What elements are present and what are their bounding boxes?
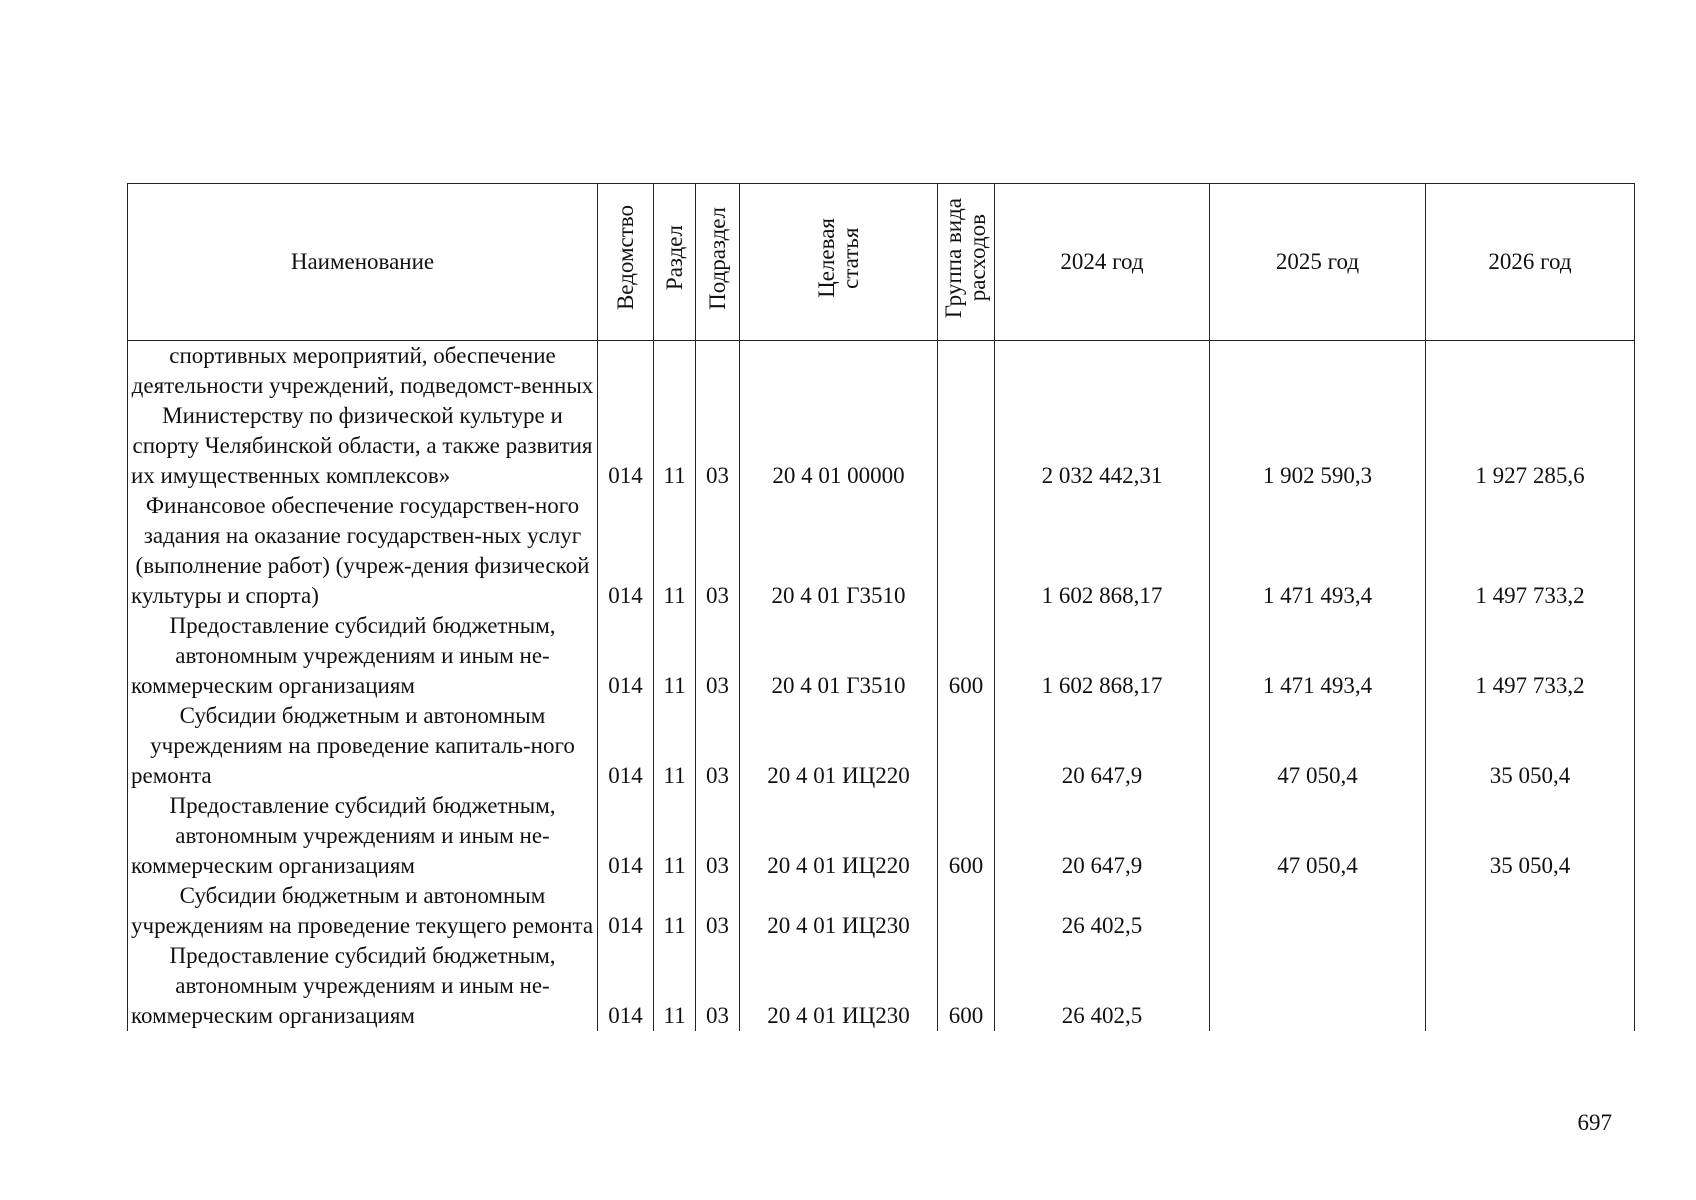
table-row: [128, 341, 1635, 492]
table-row: [128, 701, 1635, 791]
header-target-label: [815, 218, 863, 298]
row-2024: 1 602 868,17: [995, 491, 1210, 611]
row-expense: [938, 701, 995, 791]
header-subsection-label: Подраздел: [704, 206, 730, 310]
row-name: Субсидии бюджетным и автономным учреждениям на проведение текущего ремонта: [128, 881, 598, 941]
row-subsection: 03: [696, 491, 740, 611]
row-name: Предоставление субсидий бюджетным, автономным учреждениям и иным не-коммерческим организациям: [128, 791, 598, 881]
header-expense-line2: расходов: [965, 214, 990, 302]
header-target: [740, 184, 938, 341]
row-2026: 1 497 733,2: [1426, 491, 1635, 611]
row-target: 20 4 01 ИЦ220: [740, 791, 938, 881]
row-department: 014: [598, 941, 654, 1031]
row-subsection: 03: [696, 611, 740, 701]
row-department: 014: [598, 611, 654, 701]
row-target: 20 4 01 ИЦ220: [740, 701, 938, 791]
header-year-2024-label: 2024 год: [1060, 249, 1144, 274]
table-row: [128, 491, 1635, 611]
table-row: [128, 791, 1635, 881]
row-target: 20 4 01 ИЦ230: [740, 941, 938, 1031]
row-subsection: 03: [696, 941, 740, 1031]
row-target: 20 4 01 ИЦ230: [740, 881, 938, 941]
header-year-2026: [1426, 184, 1635, 341]
row-2025: 47 050,4: [1210, 701, 1426, 791]
header-section-label: Раздел: [661, 225, 687, 291]
row-subsection: 03: [696, 791, 740, 881]
table-row: [128, 941, 1635, 1031]
budget-table: [127, 183, 1635, 1031]
row-2025: [1210, 881, 1426, 941]
row-section: 11: [654, 701, 696, 791]
row-name: Субсидии бюджетным и автономным учреждениям на проведение капиталь-ного ремонта: [128, 701, 598, 791]
row-expense: 600: [938, 941, 995, 1031]
header-name-label: Наименование: [290, 249, 435, 274]
row-2025: 47 050,4: [1210, 791, 1426, 881]
row-2025: 1 471 493,4: [1210, 611, 1426, 701]
row-expense: 600: [938, 791, 995, 881]
row-target: 20 4 01 Г3510: [740, 491, 938, 611]
row-2025: 1 902 590,3: [1210, 341, 1426, 492]
row-2024: 20 647,9: [995, 791, 1210, 881]
table-header-row: [128, 184, 1635, 341]
row-department: 014: [598, 701, 654, 791]
row-department: 014: [598, 791, 654, 881]
row-2026: [1426, 881, 1635, 941]
row-2024: 26 402,5: [995, 881, 1210, 941]
header-year-2024: [995, 184, 1210, 341]
header-department: [598, 184, 654, 341]
row-target: 20 4 01 Г3510: [740, 611, 938, 701]
row-2026: 35 050,4: [1426, 701, 1635, 791]
header-year-2026-label: 2026 год: [1488, 249, 1572, 274]
row-subsection: 03: [696, 341, 740, 492]
row-2026: 1 497 733,2: [1426, 611, 1635, 701]
row-section: 11: [654, 881, 696, 941]
row-2025: 1 471 493,4: [1210, 491, 1426, 611]
row-section: 11: [654, 491, 696, 611]
table-row: [128, 611, 1635, 701]
row-section: 11: [654, 941, 696, 1031]
page-number: 697: [1577, 1110, 1612, 1135]
row-section: 11: [654, 341, 696, 492]
row-expense: [938, 881, 995, 941]
header-section: [654, 184, 696, 341]
header-expense: [938, 184, 995, 341]
row-2024: 26 402,5: [995, 941, 1210, 1031]
header-year-2025-label: 2025 год: [1275, 249, 1360, 274]
row-2026: 35 050,4: [1426, 791, 1635, 881]
row-2026: [1426, 941, 1635, 1031]
header-target-line1: Целевая: [813, 218, 839, 298]
row-expense: 600: [938, 611, 995, 701]
header-year-2025: [1210, 184, 1426, 341]
table-row: [128, 881, 1635, 941]
row-expense: [938, 491, 995, 611]
row-name: спортивных мероприятий, обеспечение деятельности учреждений, подведомст-венных Министерству по физической культуре и спорту Челябинской области, а также развития их имущественных комплексов»: [128, 341, 598, 492]
row-subsection: 03: [696, 881, 740, 941]
header-target-line2: статья: [837, 227, 863, 289]
row-section: 11: [654, 791, 696, 881]
row-2024: 1 602 868,17: [995, 611, 1210, 701]
row-2025: [1210, 941, 1426, 1031]
header-department-label: Ведомство: [612, 205, 638, 311]
row-expense: [938, 341, 995, 492]
row-name: Предоставление субсидий бюджетным, автономным учреждениям и иным не-коммерческим организациям: [128, 611, 598, 701]
row-2024: 20 647,9: [995, 701, 1210, 791]
row-subsection: 03: [696, 701, 740, 791]
row-department: 014: [598, 881, 654, 941]
row-name: Предоставление субсидий бюджетным, автономным учреждениям и иным не-коммерческим организациям: [128, 941, 598, 1031]
header-name: [128, 184, 598, 341]
row-department: 014: [598, 491, 654, 611]
row-department: 014: [598, 341, 654, 492]
row-target: 20 4 01 00000: [740, 341, 938, 492]
row-2024: 2 032 442,31: [995, 341, 1210, 492]
header-expense-line1: Группа вида: [941, 197, 966, 319]
row-section: 11: [654, 611, 696, 701]
header-subsection: [696, 184, 740, 341]
row-2026: 1 927 285,6: [1426, 341, 1635, 492]
header-expense-label: [942, 198, 990, 318]
row-name: Финансовое обеспечение государствен-ного задания на оказание государствен-ных услуг (выполнение работ) (учреж-дения физической культуры и спорта): [128, 491, 598, 611]
